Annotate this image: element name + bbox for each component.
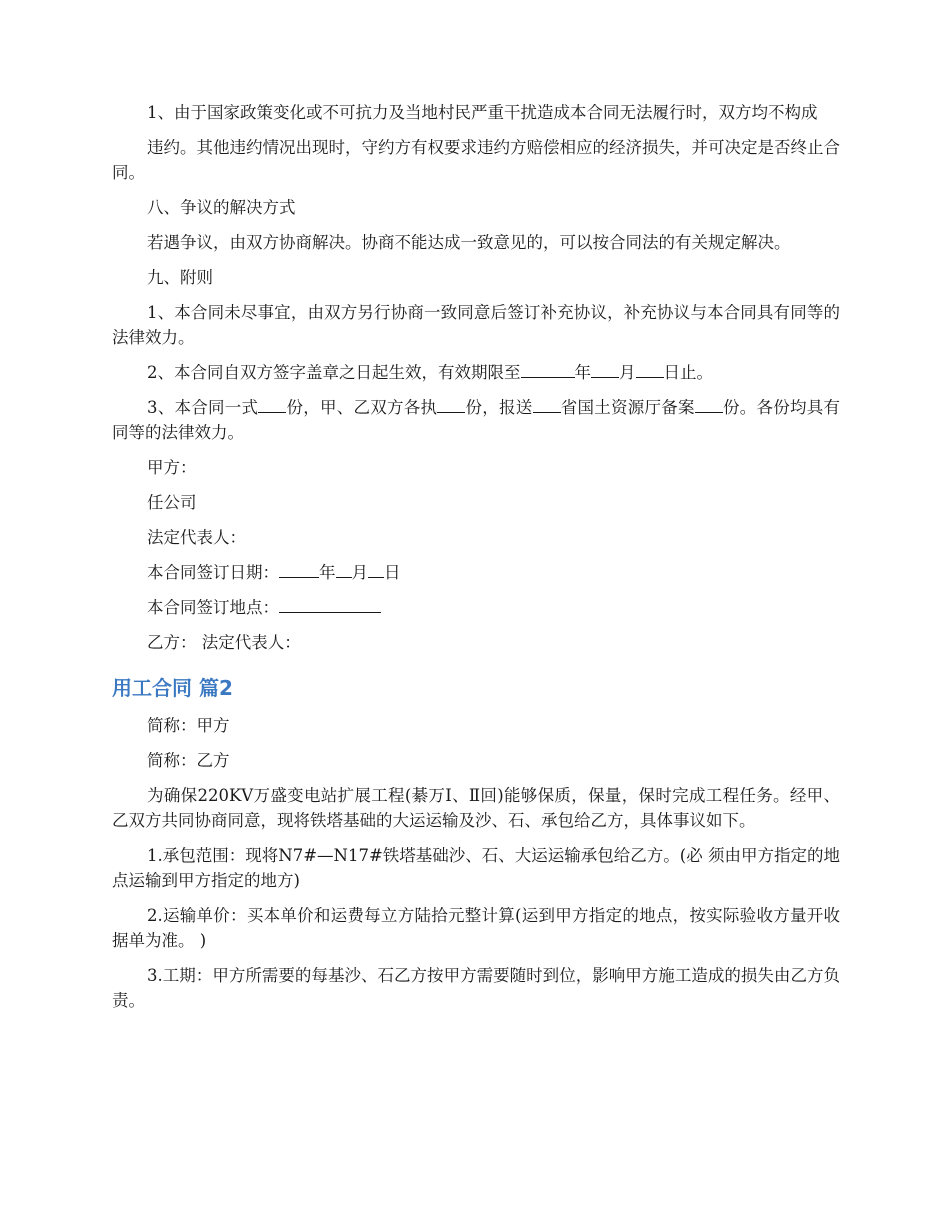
section-2-title: 用工合同 篇2 xyxy=(112,676,233,700)
blank-year xyxy=(521,361,575,378)
short-name-a: 简称：甲方 xyxy=(147,716,230,735)
sign-date-day: 日 xyxy=(384,563,401,582)
sign-date-label: 本合同签订日期： xyxy=(147,563,279,582)
blank-sign-month xyxy=(336,561,352,578)
document-page xyxy=(112,100,840,1023)
company-label: 任公司 xyxy=(147,493,197,512)
validity-suffix: 日止。 xyxy=(663,363,713,382)
validity-month: 月 xyxy=(619,363,636,382)
paragraph-force-majeure: 1、由于国家政策变化或不可抗力及当地村民严重干扰造成本合同无法履行时，双方均不构成 xyxy=(147,103,818,122)
blank-sign-place xyxy=(279,596,381,613)
blank-copies-filed xyxy=(695,396,723,413)
party-b-line: 乙方： 法定代表人： xyxy=(147,633,301,652)
party-a-label: 甲方： xyxy=(147,458,197,477)
validity-prefix: 2、本合同自双方签字盖章之日起生效，有效期限至 xyxy=(147,363,521,382)
paragraph-breach: 违约。其他违约情况出现时，守约方有权要求违约方赔偿相应的经济损失，并可决定是否终止合同。 xyxy=(112,138,840,182)
blank-copies-each xyxy=(437,396,465,413)
sign-date-line xyxy=(112,560,840,585)
blank-copies-total xyxy=(258,396,286,413)
blank-sign-year xyxy=(279,561,319,578)
short-name-b: 简称：乙方 xyxy=(147,751,230,770)
clause-schedule: 3.工期：甲方所需要的每基沙、石乙方按甲方需要随时到位，影响甲方施工造成的损失由乙方负责。 xyxy=(112,966,840,1010)
section-heading-appendix: 九、附则 xyxy=(147,268,213,287)
sign-place-line xyxy=(112,595,840,620)
copies-text-2: 份，甲、乙双方各执 xyxy=(286,398,438,417)
clause-unit-price: 2.运输单价：买本单价和运费每立方陆拾元整计算(运到甲方指定的地点，按实际验收方量开收据单为准。 ) xyxy=(112,906,840,950)
blank-day xyxy=(636,361,664,378)
paragraph-dispute: 若遇争议，由双方协商解决。协商不能达成一致意见的，可以按合同法的有关规定解决。 xyxy=(147,233,791,252)
validity-year: 年 xyxy=(574,363,591,382)
copies-text-3: 份，报送 xyxy=(465,398,533,417)
copies-text-1: 3、本合同一式 xyxy=(147,398,259,417)
legal-rep-label: 法定代表人： xyxy=(147,528,246,547)
section-heading-dispute: 八、争议的解决方式 xyxy=(147,198,296,217)
blank-copies-recipient xyxy=(533,396,561,413)
blank-sign-day xyxy=(368,561,384,578)
blank-month xyxy=(591,361,619,378)
sign-date-month: 月 xyxy=(351,563,368,582)
paragraph-validity xyxy=(112,360,840,385)
sign-date-year: 年 xyxy=(319,563,336,582)
clause-scope: 1.承包范围：现将N7#—N17#铁塔基础沙、石、大运运输承包给乙方。(必 须由甲方指定的地点运输到甲方指定的地方) xyxy=(112,846,840,890)
sign-place-label: 本合同签订地点： xyxy=(147,598,279,617)
paragraph-purpose: 为确保220KV万盛变电站扩展工程(綦万Ⅰ、Ⅱ回)能够保质，保量，保时完成工程任务。经甲、乙双方共同协商同意，现将铁塔基础的大运运输及沙、石、承包给乙方，具体事议如下。 xyxy=(112,786,840,830)
copies-text-4: 省国土资源厅备案 xyxy=(560,398,695,417)
copies-text-5: 份。各份均具有同等的法律效力。 xyxy=(112,398,840,442)
paragraph-copies xyxy=(112,395,840,445)
paragraph-supplement: 1、本合同未尽事宜，由双方另行协商一致同意后签订补充协议，补充协议与本合同具有同等的法律效力。 xyxy=(112,303,840,347)
